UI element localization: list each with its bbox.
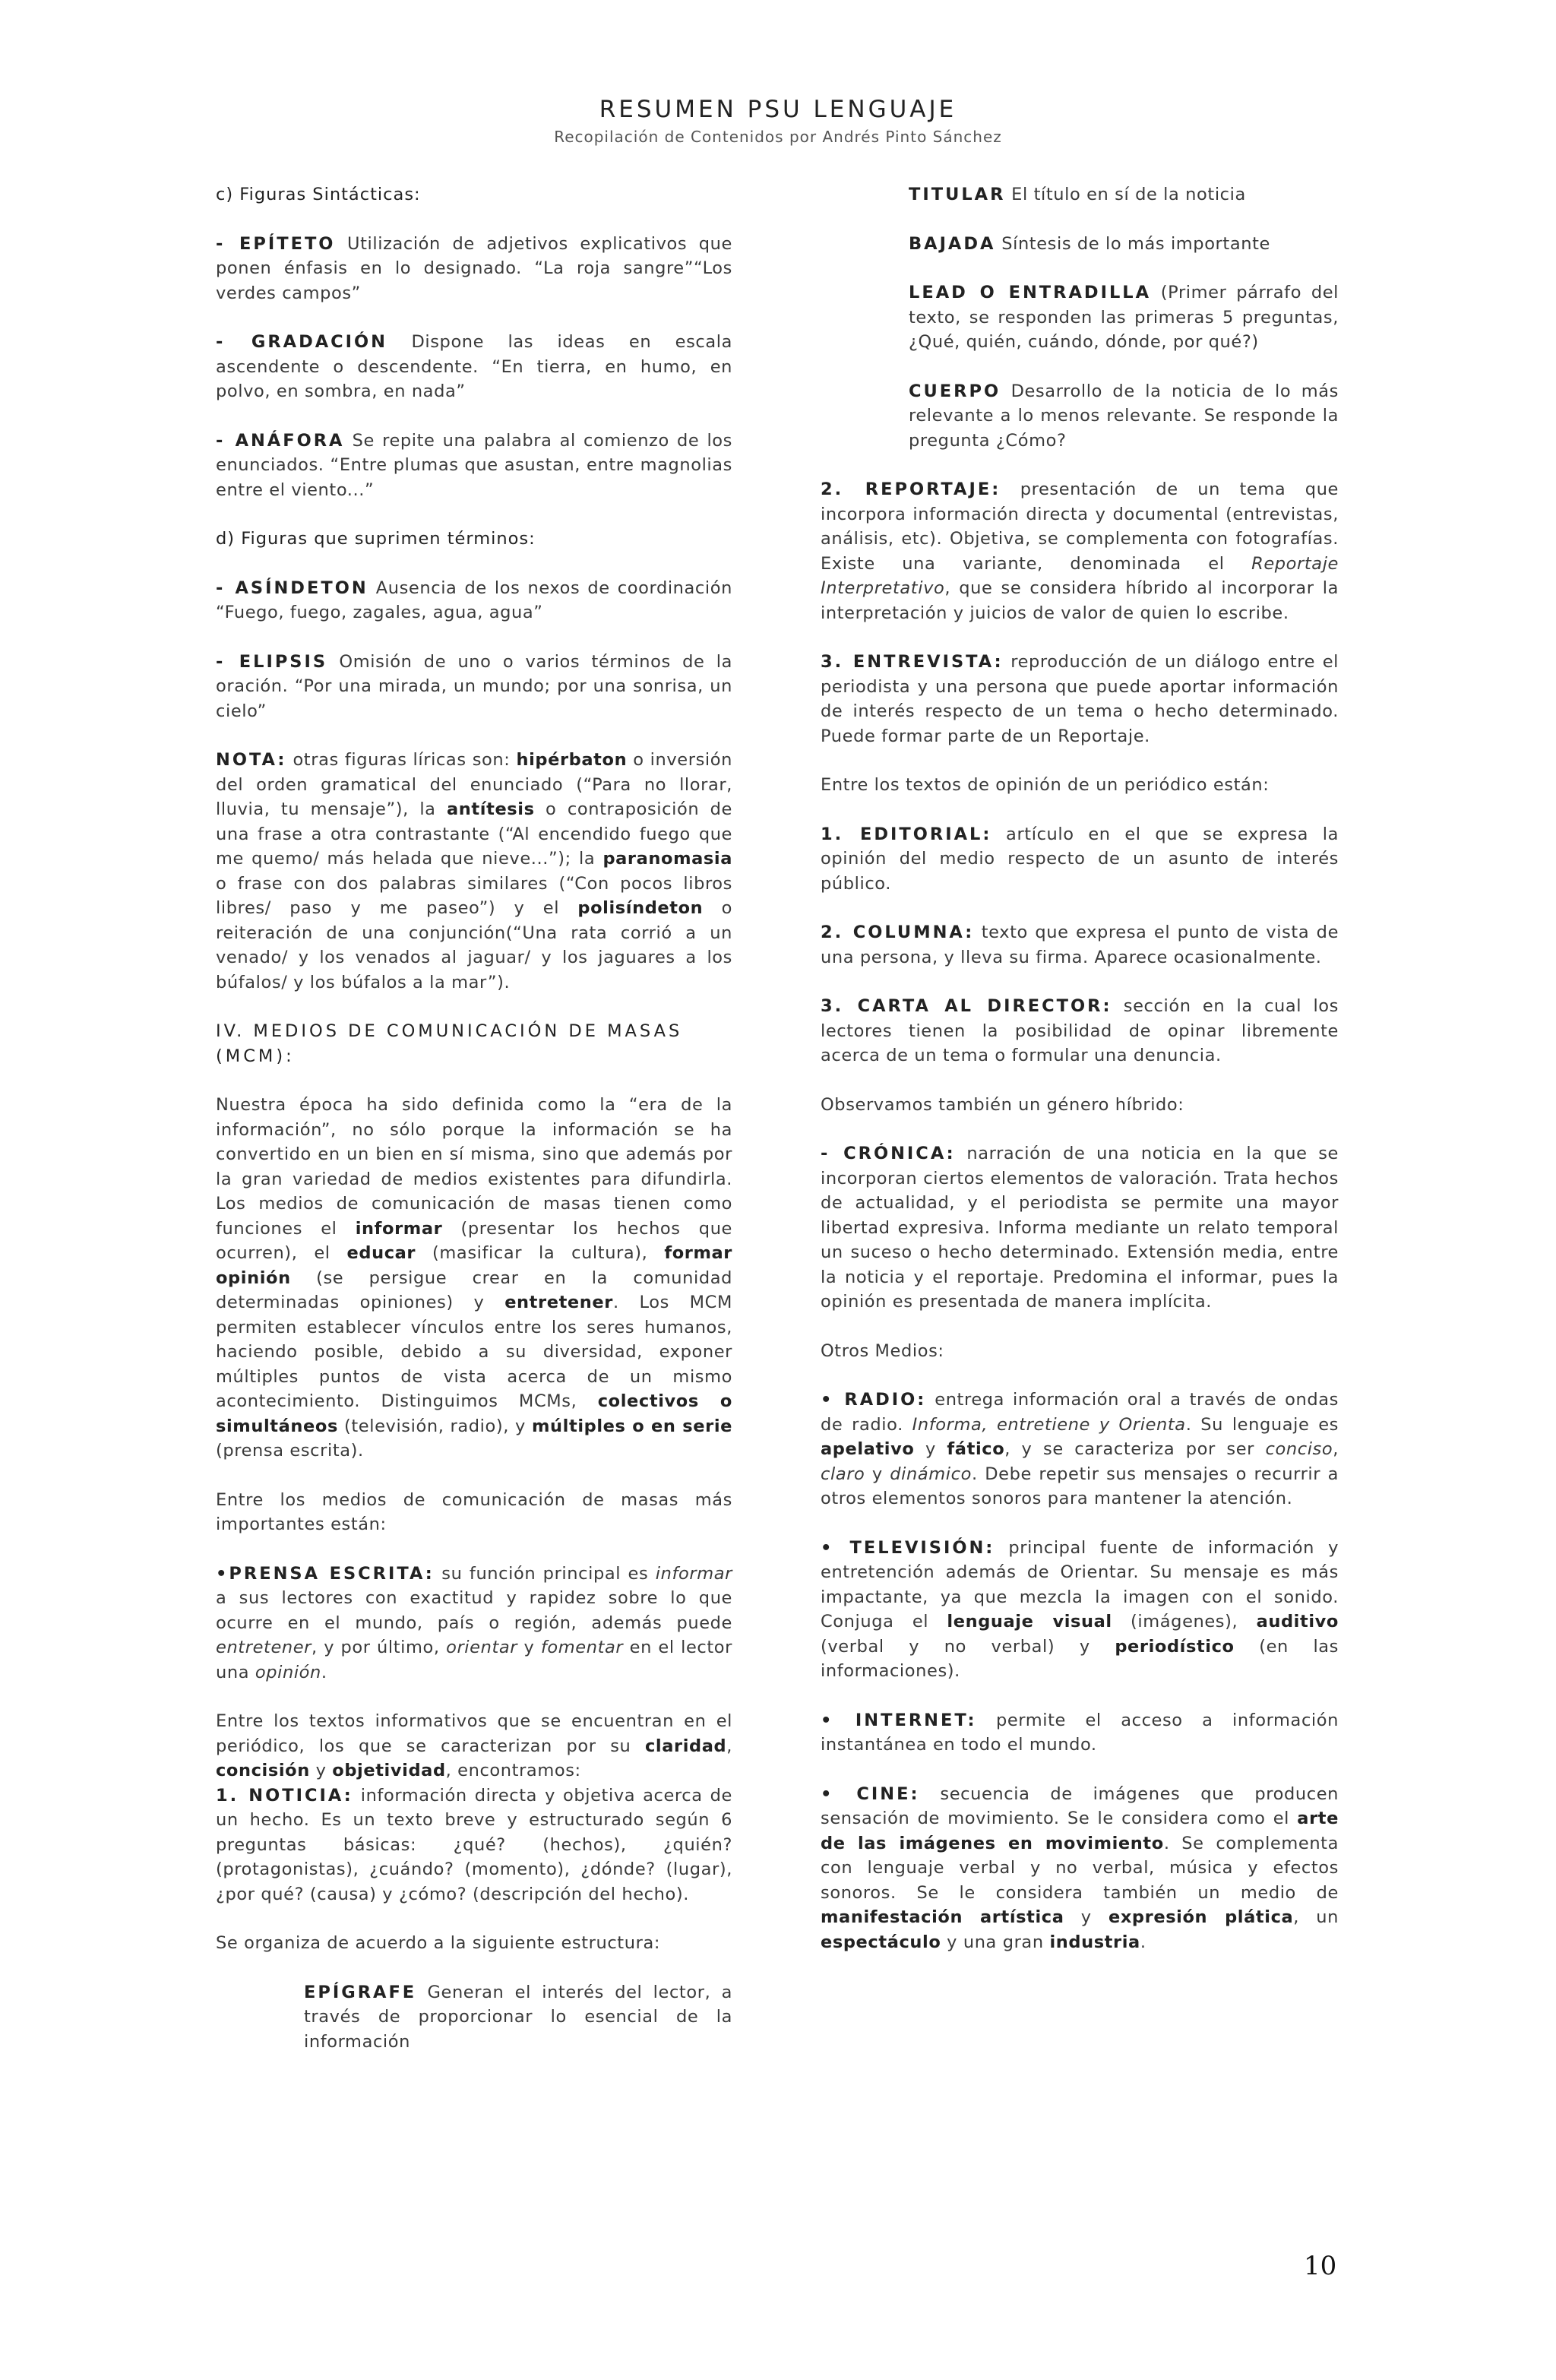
television-bold-periodistico: periodístico bbox=[1115, 1636, 1235, 1657]
internet-paragraph bbox=[821, 1708, 1339, 1758]
informativos-text-2: , bbox=[726, 1736, 732, 1756]
prensa-italic-opinion: opinión bbox=[255, 1662, 321, 1682]
mcm-text-7: (prensa escrita). bbox=[216, 1441, 364, 1461]
nota-paragraph bbox=[216, 748, 732, 995]
radio-text-7: . Debe repetir sus mensajes o recurrir a otros elementos sonoros para mantener la atención. bbox=[821, 1464, 1339, 1508]
cine-text-5: y una gran bbox=[941, 1932, 1050, 1952]
asindeton-term: - ASÍNDETON bbox=[216, 578, 368, 598]
document-subtitle: Recopilación de Contenidos por Andrés Pinto Sánchez bbox=[554, 128, 1002, 146]
section-c-heading: c) Figuras Sintácticas: bbox=[216, 185, 421, 204]
epigrafe-text: Generan el interés del lector, a través de proporcionar lo esencial de la información bbox=[304, 1982, 732, 2052]
cine-text-1: secuencia de imágenes que producen sensación de movimiento. Se le considera como el bbox=[821, 1783, 1339, 1828]
nota-text-4: o frase con dos palabras similares (“Con pocos libros libres/ paso y me paseo”) y el bbox=[216, 873, 732, 918]
titular-paragraph bbox=[909, 182, 1339, 207]
mcm-text-5: . Los MCM permiten establecer vínculos entre los seres humanos, haciendo posible, debido a su diversidad, exponer múltiples puntos de vista acerca de un mismo acontecimiento. Distinguimos MCMs, bbox=[216, 1293, 732, 1411]
radio-text-4: , y se caracteriza por ser bbox=[1004, 1439, 1266, 1459]
radio-bold-fatico: fático bbox=[947, 1439, 1005, 1459]
nota-bold-antitesis: antítesis bbox=[447, 799, 535, 819]
informativos-paragraph bbox=[216, 1709, 732, 1783]
prensa-text-4: y bbox=[517, 1638, 541, 1657]
noticia-text: información directa y objetiva acerca de un hecho. Es un texto breve y estructurado según 6 preguntas básicas: ¿qué? (hechos), ¿quién? (protagonistas), ¿cuándo? (momento), ¿dónde? (lugar), ¿por qué? (causa) y ¿cómo? (descripción del hecho). bbox=[216, 1785, 732, 1904]
mcm-text-6: (televisión, radio), y bbox=[337, 1416, 533, 1436]
carta-text: sección en la cual los lectores tienen la posibilidad de opinar libremente acerca de un tema o formular una denuncia. bbox=[821, 996, 1339, 1065]
nota-bold-polisindeton: polisíndeton bbox=[577, 898, 704, 918]
nota-term: NOTA: bbox=[216, 750, 287, 770]
titular-term: TITULAR bbox=[909, 185, 1006, 204]
television-paragraph bbox=[821, 1536, 1339, 1684]
prensa-text-6: . bbox=[321, 1662, 327, 1682]
anafora-term: - ANÁFORA bbox=[216, 430, 345, 451]
editorial-text: artículo en el que se expresa la opinión del medio respecto de un asunto de interés público. bbox=[821, 824, 1339, 894]
cine-bold-industria: industria bbox=[1049, 1932, 1140, 1952]
radio-text-5: , bbox=[1333, 1439, 1339, 1459]
radio-text-6: y bbox=[865, 1464, 890, 1484]
bajada-paragraph bbox=[909, 232, 1339, 257]
mcm-bold-multiples: múltiples o en serie bbox=[532, 1416, 732, 1436]
hibrido-paragraph: Observamos también un género híbrido: bbox=[821, 1094, 1184, 1115]
epigrafe-term: EPÍGRAFE bbox=[304, 1982, 417, 2002]
cronica-term: - CRÓNICA: bbox=[821, 1144, 956, 1163]
informativos-bold-objetividad: objetividad bbox=[332, 1761, 446, 1780]
informativos-text-4: , encontramos: bbox=[445, 1761, 581, 1780]
columna-paragraph bbox=[821, 920, 1339, 970]
prensa-text-5: en el lector una bbox=[216, 1638, 732, 1682]
television-text-2: (imágenes), bbox=[1112, 1612, 1257, 1632]
epigrafe-paragraph bbox=[304, 1980, 732, 2055]
cuerpo-text: Desarrollo de la noticia de lo más relevante a lo menos relevante. Se responde la pregunta ¿Cómo? bbox=[909, 381, 1339, 451]
gradacion-term: - GRADACIÓN bbox=[216, 332, 388, 352]
prensa-text-1: su función principal es bbox=[434, 1563, 656, 1584]
columna-text: texto que expresa el punto de vista de una persona, y lleva su firma. Aparece ocasionalmente. bbox=[821, 923, 1339, 967]
informativos-bold-concision: concisión bbox=[216, 1761, 310, 1780]
right-column bbox=[821, 182, 1339, 1979]
epiteto-paragraph bbox=[216, 232, 732, 306]
reportaje-italic: Reportaje Interpretativo bbox=[821, 553, 1339, 598]
lead-term: LEAD O ENTRADILLA bbox=[909, 283, 1152, 302]
cine-bold-expresion: expresión plática bbox=[1108, 1907, 1294, 1927]
prensa-italic-informar: informar bbox=[655, 1563, 732, 1584]
mcm-paragraph bbox=[216, 1093, 732, 1464]
cine-text-2: . Se complementa con lenguaje verbal y no verbal, música y efectos sonoros. Se le considera también un medio de bbox=[821, 1833, 1339, 1903]
anafora-text: Se repite una palabra al comienzo de los enunciados. “Entre plumas que asustan, entre magnolias entre el viento...” bbox=[216, 430, 732, 500]
importantes-paragraph: Entre los medios de comunicación de masas más importantes están: bbox=[216, 1489, 732, 1534]
prensa-italic-entretener: entretener bbox=[216, 1638, 312, 1657]
prensa-text-3: , y por último, bbox=[312, 1638, 447, 1657]
nota-bold-hiperbaton: hipérbaton bbox=[516, 750, 628, 770]
nota-text-2: o inversión del orden gramatical del enunciado (“Para no llorar, lluvia, tu mensaje”), la bbox=[216, 750, 732, 819]
otros-medios-paragraph: Otros Medios: bbox=[821, 1340, 944, 1361]
entrevista-paragraph bbox=[821, 650, 1339, 748]
elipsis-term: - ELIPSIS bbox=[216, 651, 328, 672]
left-column bbox=[216, 182, 732, 2078]
radio-italic-dinamico: dinámico bbox=[890, 1464, 972, 1484]
cuerpo-paragraph bbox=[909, 379, 1339, 454]
epiteto-term: - EPÍTETO bbox=[216, 233, 336, 254]
internet-text: permite el acceso a información instantánea en todo el mundo. bbox=[821, 1710, 1339, 1755]
bajada-term: BAJADA bbox=[909, 233, 996, 254]
reportaje-text-2: , que se considera híbrido al incorporar la interpretación y juicios de valor de quien lo escribe. bbox=[821, 578, 1339, 623]
radio-italic-claro: claro bbox=[821, 1464, 865, 1484]
columna-term: 2. COLUMNA: bbox=[821, 923, 975, 942]
elipsis-text: Omisión de uno o varios términos de la oración. “Por una mirada, un mundo; por una sonrisa, un cielo” bbox=[216, 651, 732, 721]
elipsis-paragraph bbox=[216, 650, 732, 724]
asindeton-text: Ausencia de los nexos de coordinación “Fuego, fuego, zagales, agua, agua” bbox=[216, 578, 732, 622]
informativos-bold-claridad: claridad bbox=[644, 1736, 727, 1756]
page-header bbox=[0, 94, 1556, 147]
mcm-bold-entretener: entretener bbox=[504, 1293, 613, 1312]
nota-text-1: otras figuras líricas son: bbox=[286, 750, 517, 770]
gradacion-paragraph bbox=[216, 330, 732, 404]
television-term: • TELEVISIÓN: bbox=[821, 1537, 995, 1558]
radio-italic-funciones: Informa, entretiene y Orienta bbox=[912, 1414, 1186, 1435]
prensa-text-2: a sus lectores con exactitud y rapidez sobre lo que ocurre en el mundo, país o región, además puede bbox=[216, 1588, 732, 1633]
television-bold-auditivo: auditivo bbox=[1256, 1612, 1339, 1632]
reportaje-term: 2. REPORTAJE: bbox=[821, 479, 1001, 499]
titular-text: El título en sí de la noticia bbox=[1005, 185, 1246, 204]
lead-paragraph bbox=[909, 280, 1339, 355]
reportaje-text-1: presentación de un tema que incorpora información directa y documental (entrevistas, análisis, etc). Objetiva, se complementa con fotografías. Existe una variante, denominada el bbox=[821, 479, 1339, 574]
cine-bold-manifestacion: manifestación artística bbox=[821, 1907, 1064, 1927]
mcm-bold-educar: educar bbox=[346, 1243, 416, 1263]
mcm-bold-informar: informar bbox=[355, 1218, 443, 1239]
television-text-3: (verbal y no verbal) y bbox=[821, 1636, 1115, 1657]
radio-paragraph bbox=[821, 1388, 1339, 1511]
prensa-paragraph bbox=[216, 1562, 732, 1685]
cine-paragraph bbox=[821, 1782, 1339, 1955]
opinion-intro-paragraph: Entre los textos de opinión de un periódico están: bbox=[821, 775, 1270, 795]
estructura-paragraph: Se organiza de acuerdo a la siguiente estructura: bbox=[216, 1933, 661, 1953]
nota-text-3: o contraposición de una frase a otra contrastante (“Al encendido fuego que me quemo/ más helada que nieve...”); la bbox=[216, 799, 732, 869]
mcm-text-2: (presentar los hechos que ocurren), el bbox=[216, 1218, 732, 1263]
noticia-term: 1. NOTICIA: bbox=[216, 1785, 353, 1806]
television-bold-visual: lenguaje visual bbox=[947, 1612, 1112, 1632]
informativos-text-3: y bbox=[309, 1761, 333, 1780]
cine-text-6: . bbox=[1140, 1932, 1146, 1952]
radio-text-3: y bbox=[914, 1439, 947, 1459]
document-title: RESUMEN PSU LENGUAJE bbox=[599, 96, 957, 123]
cine-bold-arte: arte de las imágenes en movimiento bbox=[821, 1809, 1339, 1853]
entrevista-text: reproducción de un diálogo entre el periodista y una persona que puede aportar información de interés respecto de un tema o hecho determinado. Puede formar parte de un Reportaje. bbox=[821, 652, 1339, 746]
television-text-4: (en las informaciones). bbox=[821, 1636, 1339, 1681]
news-structure-list bbox=[909, 182, 1339, 453]
prensa-term: •PRENSA ESCRITA: bbox=[216, 1563, 435, 1584]
prensa-italic-fomentar: fomentar bbox=[540, 1638, 624, 1657]
mcm-text-1: Nuestra época ha sido definida como la “era de la información”, no sólo porque la información se ha convertido en un bien en sí misma, sino que además por la gran variedad de medios existentes para difundirla. Los medios de comunicación de masas tienen como funciones el bbox=[216, 1095, 732, 1239]
radio-term: • RADIO: bbox=[821, 1390, 927, 1410]
asindeton-paragraph bbox=[216, 576, 732, 625]
editorial-term: 1. EDITORIAL: bbox=[821, 824, 992, 844]
cine-term: • CINE: bbox=[821, 1783, 920, 1804]
bajada-text: Síntesis de lo más importante bbox=[995, 233, 1270, 254]
cine-text-4: , un bbox=[1293, 1907, 1339, 1927]
mcm-bold-colectivos: colectivos o simultáneos bbox=[216, 1391, 732, 1436]
nota-text-5: o reiteración de una conjunción(“Una rata corrió a un venado/ y los venados al jaguar/ y los jaguares a los búfalos/ y los búfalos a la mar”). bbox=[216, 898, 732, 992]
carta-term: 3. CARTA AL DIRECTOR: bbox=[821, 996, 1112, 1016]
gradacion-text: Dispone las ideas en escala ascendente o descendente. “En tierra, en humo, en polvo, en sombra, en nada” bbox=[216, 332, 733, 401]
section-iv-heading: IV. MEDIOS DE COMUNICACIÓN DE MASAS (MCM): bbox=[216, 1021, 683, 1066]
nota-bold-paranomasia: paranomasia bbox=[602, 849, 732, 869]
cine-text-3: y bbox=[1064, 1907, 1108, 1927]
anafora-paragraph bbox=[216, 429, 732, 503]
entrevista-term: 3. ENTREVISTA: bbox=[821, 652, 1004, 672]
editorial-paragraph bbox=[821, 822, 1339, 897]
section-d-heading: d) Figuras que suprimen términos: bbox=[216, 529, 536, 549]
carta-paragraph bbox=[821, 994, 1339, 1068]
mcm-text-4: (se persigue crear en la comunidad determinadas opiniones) y bbox=[216, 1268, 732, 1312]
reportaje-paragraph bbox=[821, 477, 1339, 625]
prensa-italic-orientar: orientar bbox=[446, 1638, 518, 1657]
mcm-text-3: (masificar la cultura), bbox=[416, 1243, 665, 1263]
page-number: 10 bbox=[1304, 2251, 1337, 2281]
radio-italic-conciso: conciso bbox=[1265, 1439, 1333, 1459]
mcm-bold-formar-opinion: formar opinión bbox=[216, 1243, 732, 1288]
cine-bold-espectaculo: espectáculo bbox=[821, 1932, 941, 1952]
informativos-text-1: Entre los textos informativos que se encuentran en el periódico, los que se caracterizan por su bbox=[216, 1711, 732, 1756]
cuerpo-term: CUERPO bbox=[909, 381, 1001, 401]
lead-text: (Primer párrafo del texto, se responden las primeras 5 preguntas, ¿Qué, quién, cuándo, dónde, por qué?) bbox=[909, 283, 1339, 352]
radio-text-1: entrega información oral a través de ondas de radio. bbox=[821, 1390, 1339, 1435]
noticia-paragraph bbox=[216, 1783, 732, 1907]
cronica-paragraph bbox=[821, 1141, 1339, 1315]
television-text-1: principal fuente de información y entretención además de Orientar. Su mensaje es más impactante, ya que mezcla la imagen con el sonido. Conjuga el bbox=[821, 1537, 1339, 1632]
internet-term: • INTERNET: bbox=[821, 1710, 977, 1730]
cronica-text: narración de una noticia en la que se incorporan ciertos elementos de valoración. Trata hechos de actualidad, y el periodista se permite una mayor libertad expresiva. Informa mediante un relato temporal un suceso o hecho determinado. Extensión media, entre la noticia y el reportaje. Predomina el informar, pues la opinión es presentada de manera implícita. bbox=[821, 1144, 1339, 1312]
epiteto-text: Utilización de adjetivos explicativos que ponen énfasis en lo designado. “La roja sangre”“Los verdes campos” bbox=[216, 233, 732, 303]
radio-bold-apelativo: apelativo bbox=[821, 1439, 915, 1459]
radio-text-2: . Su lenguaje es bbox=[1185, 1414, 1339, 1435]
